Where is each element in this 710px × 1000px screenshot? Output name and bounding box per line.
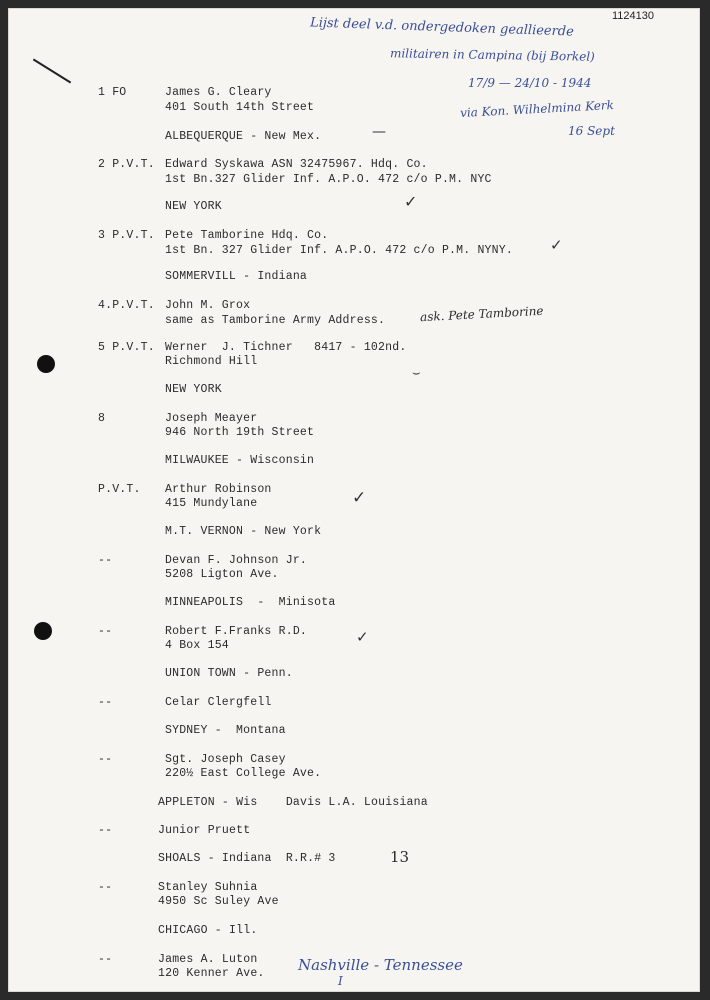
entry-address: Richmond Hill: [165, 355, 258, 368]
entry-city: MILWAUKEE - Wisconsin: [165, 454, 315, 467]
entry-rank: 1 FO: [98, 86, 127, 99]
handwritten-date-short: 16 Sept: [568, 124, 615, 138]
entry-rank: 5 P.V.T.: [98, 341, 155, 354]
entry-address: 415 Mundylane: [165, 497, 258, 510]
entry-rank: --: [98, 881, 113, 894]
entry-address: 946 North 19th Street: [165, 426, 315, 439]
entry-city: CHICAGO - Ill.: [158, 924, 258, 937]
entry-name: Pete Tamborine Hdq. Co.: [165, 229, 329, 242]
punch-hole-bottom: [34, 622, 52, 640]
entry-name: Edward Syskawa ASN 32475967. Hdq. Co.: [165, 158, 428, 171]
entry-name: Arthur Robinson: [165, 483, 272, 496]
entry-city: UNION TOWN - Penn.: [165, 667, 293, 680]
handwritten-via: via Kon. Wilhelmina Kerk: [459, 97, 615, 121]
entry-address: same as Tamborine Army Address.: [165, 314, 386, 327]
entry-city: NEW YORK: [165, 200, 222, 213]
check-mark: ⌣: [412, 366, 421, 381]
entry-city: MINNEAPOLIS - Minisota: [165, 596, 336, 609]
handwritten-ask-note: ask. Pete Tamborine: [419, 303, 544, 325]
entry-name: Joseph Meayer: [165, 412, 258, 425]
entry-name: James G. Cleary: [165, 86, 272, 99]
entry-name: Devan F. Johnson Jr.: [165, 554, 308, 567]
check-mark: ✓: [404, 192, 418, 211]
entry-address: 1st Bn. 327 Glider Inf. A.P.O. 472 c/o P.M. NYNY.: [165, 244, 513, 257]
entry-rank: --: [98, 554, 113, 567]
corner-pen-stroke: [33, 58, 71, 83]
entry-rank: 3 P.V.T.: [98, 229, 155, 242]
entry-city: SOMMERVILL - Indiana: [165, 270, 308, 283]
archive-number: 1124130: [612, 10, 655, 22]
entry-city: SYDNEY - Montana: [165, 724, 286, 737]
handwritten-dates: 17/9 — 24/10 - 1944: [468, 76, 592, 90]
check-mark: —: [372, 124, 386, 140]
handwritten-nashville: Nashville - Tennessee: [298, 956, 463, 974]
handwritten-roman: I: [338, 974, 343, 988]
entry-rank: --: [98, 696, 113, 709]
check-mark: ✓: [356, 628, 369, 646]
entry-rank: 4.P.V.T.: [98, 299, 155, 312]
entry-address: 220½ East College Ave.: [165, 767, 322, 780]
handwritten-title-line2: militairen in Campina (bij Borkel): [389, 46, 595, 64]
entry-name: Robert F.Franks R.D.: [165, 625, 308, 638]
entry-rank: --: [98, 953, 113, 966]
entry-address: 5208 Ligton Ave.: [165, 568, 279, 581]
check-mark: ✓: [352, 488, 367, 508]
entry-name: Junior Pruett: [158, 824, 251, 837]
entry-rank: --: [98, 625, 113, 638]
entry-rank: --: [98, 753, 113, 766]
entry-rank: --: [98, 824, 113, 837]
handwritten-number: 13: [390, 848, 410, 866]
entry-name: James A. Luton: [158, 953, 258, 966]
entry-rank: 2 P.V.T.: [98, 158, 155, 171]
check-mark: ✓: [550, 236, 563, 254]
entry-rank: 8: [98, 412, 106, 425]
entry-address: 120 Kenner Ave.: [158, 967, 265, 980]
entry-city: APPLETON - Wis Davis L.A. Louisiana: [158, 796, 428, 809]
entry-name: Stanley Suhnia: [158, 881, 258, 894]
entry-city: NEW YORK: [165, 383, 222, 396]
entry-name: Sgt. Joseph Casey: [165, 753, 286, 766]
entry-address: 4 Box 154: [165, 639, 229, 652]
entry-name: Celar Clergfell: [165, 696, 272, 709]
entry-city: M.T. VERNON - New York: [165, 525, 322, 538]
entry-city: SHOALS - Indiana R.R.# 3: [158, 852, 336, 865]
punch-hole-top: [37, 355, 55, 373]
entry-address: 401 South 14th Street: [165, 101, 315, 114]
entry-city: ALBEQUERQUE - New Mex.: [165, 130, 322, 143]
entry-rank: P.V.T.: [98, 483, 141, 496]
entry-address: 1st Bn.327 Glider Inf. A.P.O. 472 c/o P.M. NYC: [165, 173, 492, 186]
handwritten-title-line1: Lijst deel v.d. ondergedoken geallieerde: [309, 15, 575, 40]
entry-name: Werner J. Tichner 8417 - 102nd.: [165, 341, 407, 354]
entry-name: John M. Grox: [165, 299, 251, 312]
document-page: [8, 8, 700, 992]
entry-address: 4950 Sc Suley Ave: [158, 895, 279, 908]
